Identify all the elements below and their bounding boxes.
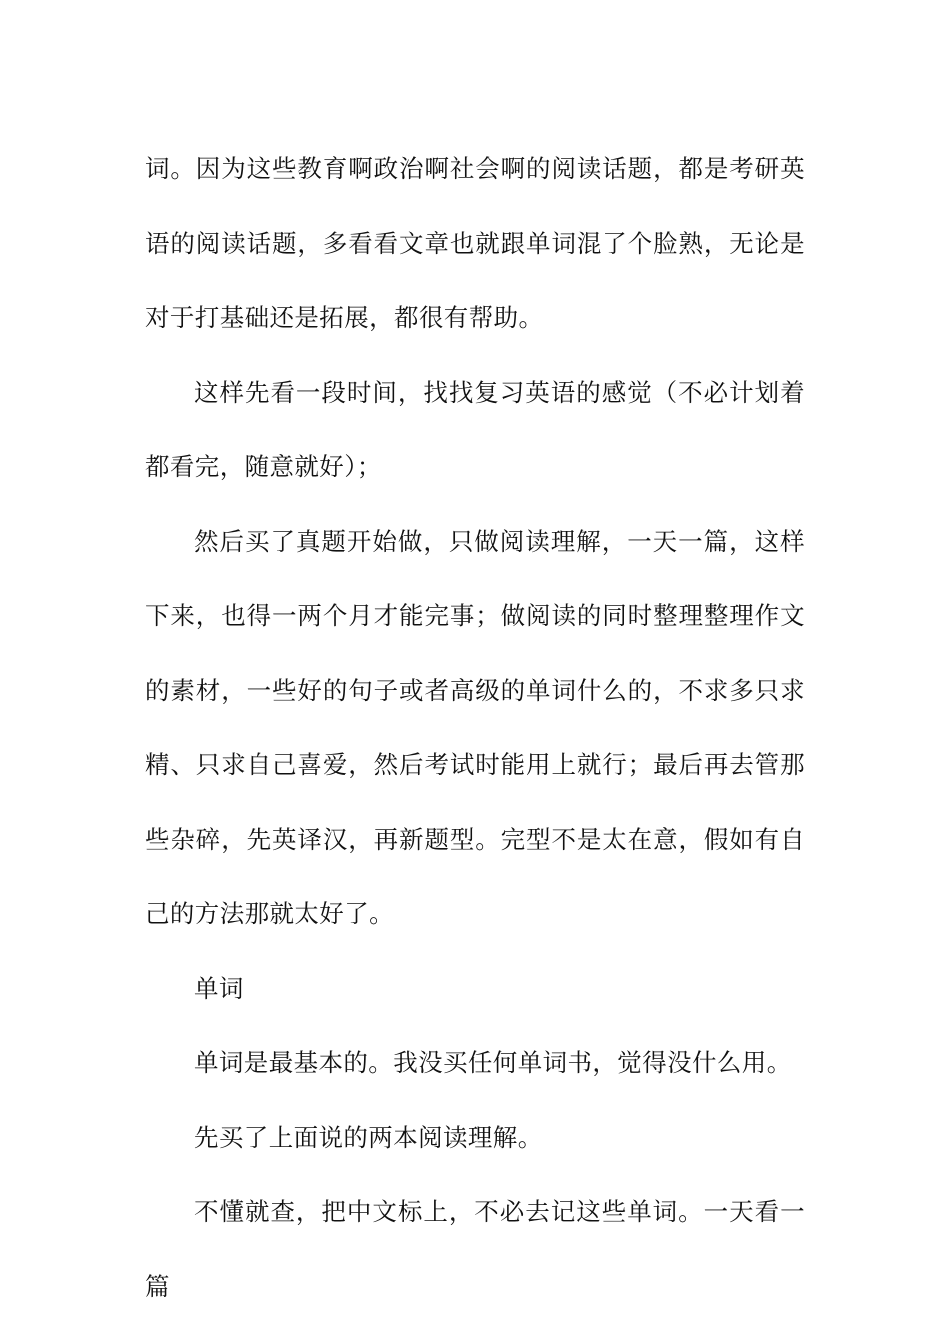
paragraph-past-papers: 然后买了真题开始做，只做阅读理解，一天一篇，这样下来，也得一两个月才能完事；做阅读的同时整理整理作文的素材，一些好的句子或者高级的单词什么的，不求多只求精、只求自己喜爱，然后考试时能用上就行；最后再去管那些杂碎，先英译汉，再新题型。完型不是太在意，假如有自己的方法那就太好了。 bbox=[145, 526, 805, 928]
document-body bbox=[145, 132, 805, 1324]
paragraph-continuation: 词。因为这些教育啊政治啊社会啊的阅读话题，都是考研英语的阅读话题，多看看文章也就跟单词混了个脸熟，无论是对于打基础还是拓展，都很有帮助。 bbox=[145, 154, 805, 332]
paragraph-lookup-words: 不懂就查，把中文标上，不必去记这些单词。一天看一篇 bbox=[145, 1197, 805, 1301]
paragraph-bought-books: 先买了上面说的两本阅读理解。 bbox=[194, 1122, 543, 1152]
section-heading-vocabulary: 单词 bbox=[194, 973, 244, 1003]
paragraph-vocabulary-basic: 单词是最基本的。我没买任何单词书，觉得没什么用。 bbox=[194, 1048, 792, 1077]
paragraph-reading-feel: 这样先看一段时间，找找复习英语的感觉（不必计划着都看完，随意就好）； bbox=[145, 377, 805, 481]
